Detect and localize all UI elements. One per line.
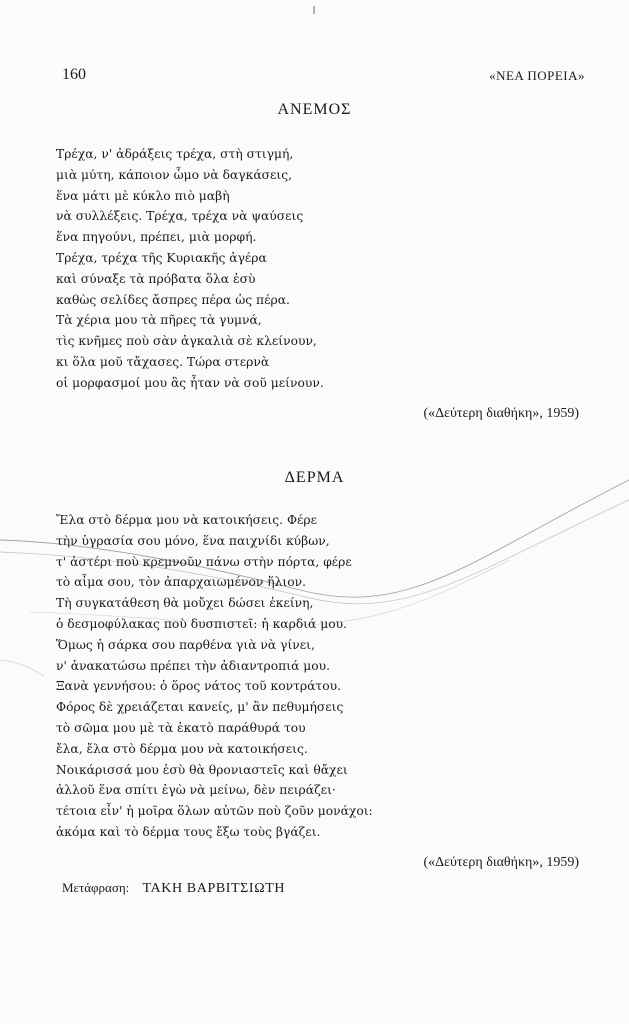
verse-line: νὰ συλλέξεις. Τρέχα, τρέχα νὰ ψαύσεις (56, 209, 304, 224)
verse-line: ἔλα, ἔλα στὸ δέρμα μου νὰ κατοικήσεις. (56, 741, 308, 756)
verse-line: Ξανὰ γεννήσου: ὁ ὅρος νάτος τοῦ κοντράτου. (56, 679, 342, 694)
page-number: 160 (62, 66, 86, 83)
verse-line: οἱ μορφασμοί μου ἂς ἦταν νὰ σοῦ μείνουν. (56, 375, 324, 390)
verse-line: Τὰ χέρια μου τὰ πῆρες τὰ γυμνά, (56, 313, 262, 328)
poem-source: («Δεύτερη διαθήκη», 1959) (423, 855, 579, 870)
translator-name: ΤΑΚΗ ΒΑΡΒΙΤΣΙΩΤΗ (142, 881, 286, 896)
verse-line: ἀκόμα καὶ τὸ δέρμα τους ἔξω τοὺς βγάζει. (56, 824, 321, 839)
verse-line: Φόρος δὲ χρειάζεται κανείς, μ' ἂν πεθυμήσεις (56, 700, 344, 715)
verse-line: Νοικάρισσά μου ἐσὺ θὰ θρονιαστεῖς καὶ θἄχει (56, 762, 348, 777)
verse-line: καθὼς σελίδες ἄσπρες πέρα ὡς πέρα. (56, 292, 290, 307)
verse-line: ἕνα πηγούνι, πρέπει, μιὰ μορφή. (56, 230, 257, 245)
verse-line: τὸ σῶμα μου μὲ τὰ ἑκατὸ παράθυρά του (56, 720, 306, 735)
verse-line: μιὰ μύτη, κάποιον ὦμο νὰ δαγκάσεις, (56, 167, 293, 182)
journal-title: «ΝΕΑ ΠΟΡΕΙΑ» (489, 68, 585, 83)
running-head (62, 66, 585, 86)
poem-body (56, 144, 324, 394)
verse-line: κι ὅλα μοῦ τἄχασες. Τώρα στερνὰ (56, 354, 270, 369)
verse-line: τ' ἀστέρι ποὺ κρεμνοῦν πάνω στὴν πόρτα, φέρε (56, 554, 352, 569)
verse-line: Ἔλα στὸ δέρμα μου νὰ κατοικήσεις. Φέρε (56, 513, 318, 527)
verse-line: τὸ αἷμα σου, τὸν ἀπαρχαιωμένον ἥλιον. (56, 575, 307, 590)
verse-line: καὶ σύναξε τὰ πρόβατα ὅλα ἐσὺ (56, 271, 256, 286)
verse-line: ὁ δεσμοφύλακας ποὺ δυσπιστεῖ: ἡ καρδιά μου. (56, 616, 348, 631)
verse-line: Ὅμως ἡ σάρκα σου παρθένα γιὰ νὰ γίνει, (56, 637, 315, 652)
verse-line: τὴν ὑγρασία σου μόνο, ἕνα παιχνίδι κύβων, (56, 533, 330, 548)
poem-title: ΔΕΡΜΑ (284, 469, 345, 486)
verse-line: ν' ἀνακατώσω πρέπει τὴν ἀδιαντροπιά μου. (56, 658, 331, 673)
verse-line: τέτοια εἶν' ἡ μοῖρα ὅλων αὐτῶν ποὺ ζοῦν μονάχοι: (56, 804, 373, 819)
poem-title: ΑΝΕΜΟΣ (277, 101, 352, 118)
verse-line: Τρέχα, ν' ἀδράξεις τρέχα, στὴ στιγμή, (56, 147, 294, 161)
poem-body (56, 510, 373, 843)
verse-line: ἕνα μάτι μὲ κύκλο πιὸ μαβὴ (56, 188, 230, 203)
poem-source: («Δεύτερη διαθήκη», 1959) (423, 406, 579, 421)
translation-label: Μετάφραση: (62, 880, 130, 895)
verse-line: Τὴ συγκατάθεση θὰ μοὔχει δώσει ἐκείνη, (56, 596, 314, 611)
translation-credit (62, 880, 285, 897)
verse-line: ἀλλοῦ ἕνα σπίτι ἐγὼ νὰ μείνω, δὲν πειράζει· (56, 783, 336, 798)
verse-line: τὶς κνῆμες ποὺ σὰν ἀγκαλιὰ σὲ κλείνουν, (56, 334, 317, 349)
verse-line: Τρέχα, τρέχα τῆς Κυριακῆς ἀγέρα (56, 250, 267, 265)
